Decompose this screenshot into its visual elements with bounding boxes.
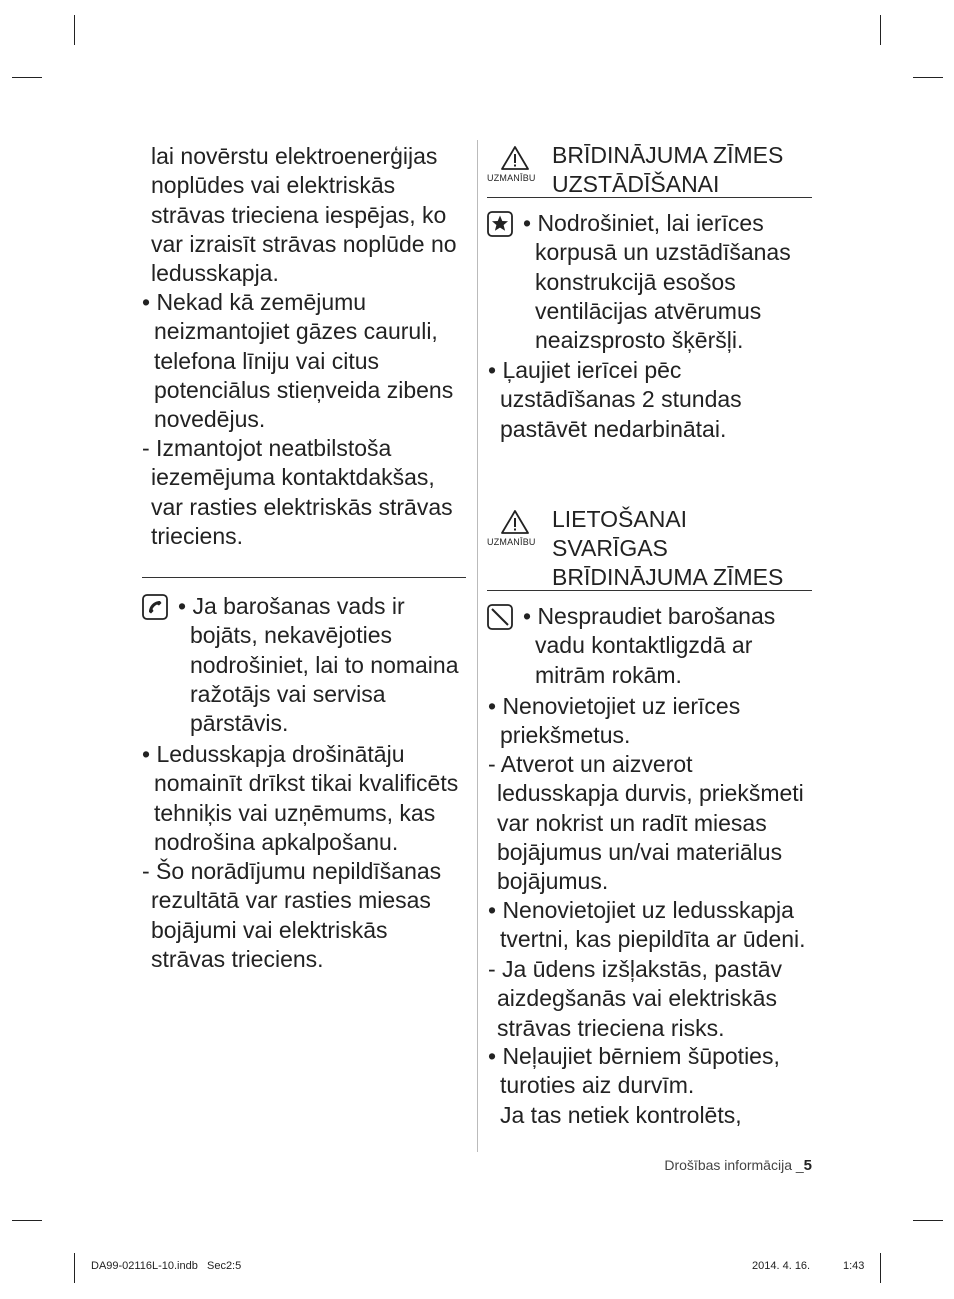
left-intro-text xyxy=(151,142,457,288)
bullet-objects xyxy=(488,692,740,751)
prohibition-icon xyxy=(487,604,513,630)
caution-label: UZMANĪBU xyxy=(487,173,536,183)
text-line: • Neļaujiet bērniem šūpoties, xyxy=(488,1043,780,1069)
text-line: • Ledusskapja drošinātāju xyxy=(142,741,405,767)
text-line: strāvas trieciena risks. xyxy=(497,1014,725,1041)
text-line: neaizsprosto šķēršļi. xyxy=(535,327,744,354)
phone-service-icon xyxy=(142,594,168,620)
text-line: • Nespraudiet barošanas xyxy=(523,603,776,629)
text-line: vadu kontaktligzdā ar xyxy=(535,632,753,659)
crop-mark xyxy=(913,1220,943,1221)
section-heading-installation xyxy=(552,141,783,199)
text-line: ledusskapja durvis, priekšmeti xyxy=(497,780,804,807)
text-line: rezultātā var rasties miesas xyxy=(151,887,431,914)
print-file-info: DA99-02116L-10.indb Sec2:5 xyxy=(91,1260,242,1272)
text-line: var nokrist un radīt miesas xyxy=(497,809,767,836)
dash-fuse xyxy=(142,857,441,974)
text-line: bojāts, nekavējoties xyxy=(190,622,393,649)
text-line: lai novērstu elektroenerģijas xyxy=(151,143,438,169)
text-line: - Šo norādījumu nepildīšanas xyxy=(142,858,442,884)
text-line: strāvas trieciena iespējas, ko xyxy=(151,201,447,228)
text-line: nomainīt drīkst tikai kvalificēts xyxy=(154,770,459,797)
text-line: mitrām rokām. xyxy=(535,661,682,688)
text-line: • Nekad kā zemējumu xyxy=(142,289,367,315)
text-line: - Atverot un aizverot xyxy=(488,751,693,777)
caution-label: UZMANĪBU xyxy=(487,537,536,547)
heading-line: LIETOŠANAI xyxy=(552,506,688,532)
bullet-wait xyxy=(488,356,742,444)
text-line: - Ja ūdens izšļakstās, pastāv xyxy=(488,956,783,982)
text-line: telefona līniju vai citus xyxy=(154,347,380,374)
heading-line: BRĪDINĀJUMA ZĪMES xyxy=(552,142,784,168)
text-line: nodrošiniet, lai to nomaina xyxy=(190,651,459,678)
warning-triangle-icon xyxy=(500,509,530,535)
section-rule xyxy=(487,590,812,591)
section-rule xyxy=(142,577,466,578)
bullet-cord xyxy=(178,592,459,738)
text-line: tvertni, kas piepildīta ar ūdeni. xyxy=(500,926,806,953)
text-line: korpusā un uzstādīšanas xyxy=(535,239,791,266)
dash-objects xyxy=(488,750,804,896)
crop-mark xyxy=(880,1253,881,1283)
text-line: var rasties elektriskās strāvas xyxy=(151,493,453,520)
print-time: 1:43 xyxy=(843,1260,865,1272)
column-divider xyxy=(477,140,478,1152)
text-line: uzstādīšanas 2 stundas xyxy=(500,386,742,413)
text-line: tehniķis vai uzņēmums, kas xyxy=(154,799,436,826)
text-line: nodrošina apkalpošanu. xyxy=(154,828,399,855)
page-footer xyxy=(664,1157,812,1174)
section-heading-usage xyxy=(552,505,783,592)
text-line: ražotājs vai servisa xyxy=(190,680,386,707)
text-line: bojājumus un/vai materiālus xyxy=(497,838,783,865)
text-line: strāvas trieciens. xyxy=(151,945,324,972)
text-line: pastāvēt nedarbinātai. xyxy=(500,415,727,442)
crop-mark xyxy=(12,77,42,78)
text-line: Ja tas netiek kontrolēts, xyxy=(500,1101,742,1128)
crop-mark xyxy=(74,1253,75,1283)
text-line: - Izmantojot neatbilstoša xyxy=(142,435,392,461)
text-line: • Nenovietojiet uz ledusskapja xyxy=(488,897,794,923)
page-number: 5 xyxy=(803,1157,812,1174)
text-line: • Ļaujiet ierīcei pēc xyxy=(488,357,682,383)
text-line: • Nodrošiniet, lai ierīces xyxy=(523,210,764,236)
text-line: turoties aiz durvīm. xyxy=(500,1072,695,1099)
bullet-children xyxy=(488,1042,780,1130)
text-line: ledusskapja. xyxy=(151,260,279,287)
bullet-fuse xyxy=(142,740,458,857)
dash-grounding xyxy=(142,434,453,551)
crop-mark xyxy=(12,1220,42,1221)
text-line: bojājumi vai elektriskās xyxy=(151,916,388,943)
section-rule xyxy=(487,197,812,198)
footer-section-label: Drošības informācija _ xyxy=(664,1157,804,1173)
warning-triangle-icon xyxy=(500,145,530,171)
bullet-plug xyxy=(523,602,775,690)
text-line: • Nenovietojiet uz ierīces xyxy=(488,693,741,719)
text-line: • Ja barošanas vads ir xyxy=(178,593,405,619)
text-line: novedējus. xyxy=(154,406,266,433)
bullet-water xyxy=(488,896,806,955)
text-line: trieciens. xyxy=(151,522,244,549)
bullet-grounding xyxy=(142,288,453,434)
print-date: 2014. 4. 16. xyxy=(752,1260,811,1272)
text-line: ventilācijas atvērumus xyxy=(535,297,762,324)
star-important-icon xyxy=(487,211,513,237)
text-line: var izraisīt strāvas noplūde no xyxy=(151,230,457,257)
text-line: aizdegšanās vai elektriskās xyxy=(497,985,777,1012)
bullet-vent xyxy=(523,209,791,355)
dash-water xyxy=(488,955,782,1043)
text-line: pārstāvis. xyxy=(190,710,289,737)
crop-mark xyxy=(913,77,943,78)
text-line: bojājumus. xyxy=(497,868,609,895)
text-line: priekšmetus. xyxy=(500,722,631,749)
text-line: neizmantojiet gāzes cauruli, xyxy=(154,318,438,345)
heading-line: UZSTĀDĪŠANAI xyxy=(552,171,720,197)
crop-mark xyxy=(74,15,75,45)
text-line: iezemējuma kontaktdakšas, xyxy=(151,464,435,491)
crop-mark xyxy=(880,15,881,45)
text-line: konstrukcijā esošos xyxy=(535,268,736,295)
text-line: noplūdes vai elektriskās xyxy=(151,172,396,199)
heading-line: BRĪDINĀJUMA ZĪMES xyxy=(552,564,784,590)
text-line: potenciālus stieņveida zibens xyxy=(154,376,454,403)
heading-line: SVARĪGAS xyxy=(552,535,668,561)
